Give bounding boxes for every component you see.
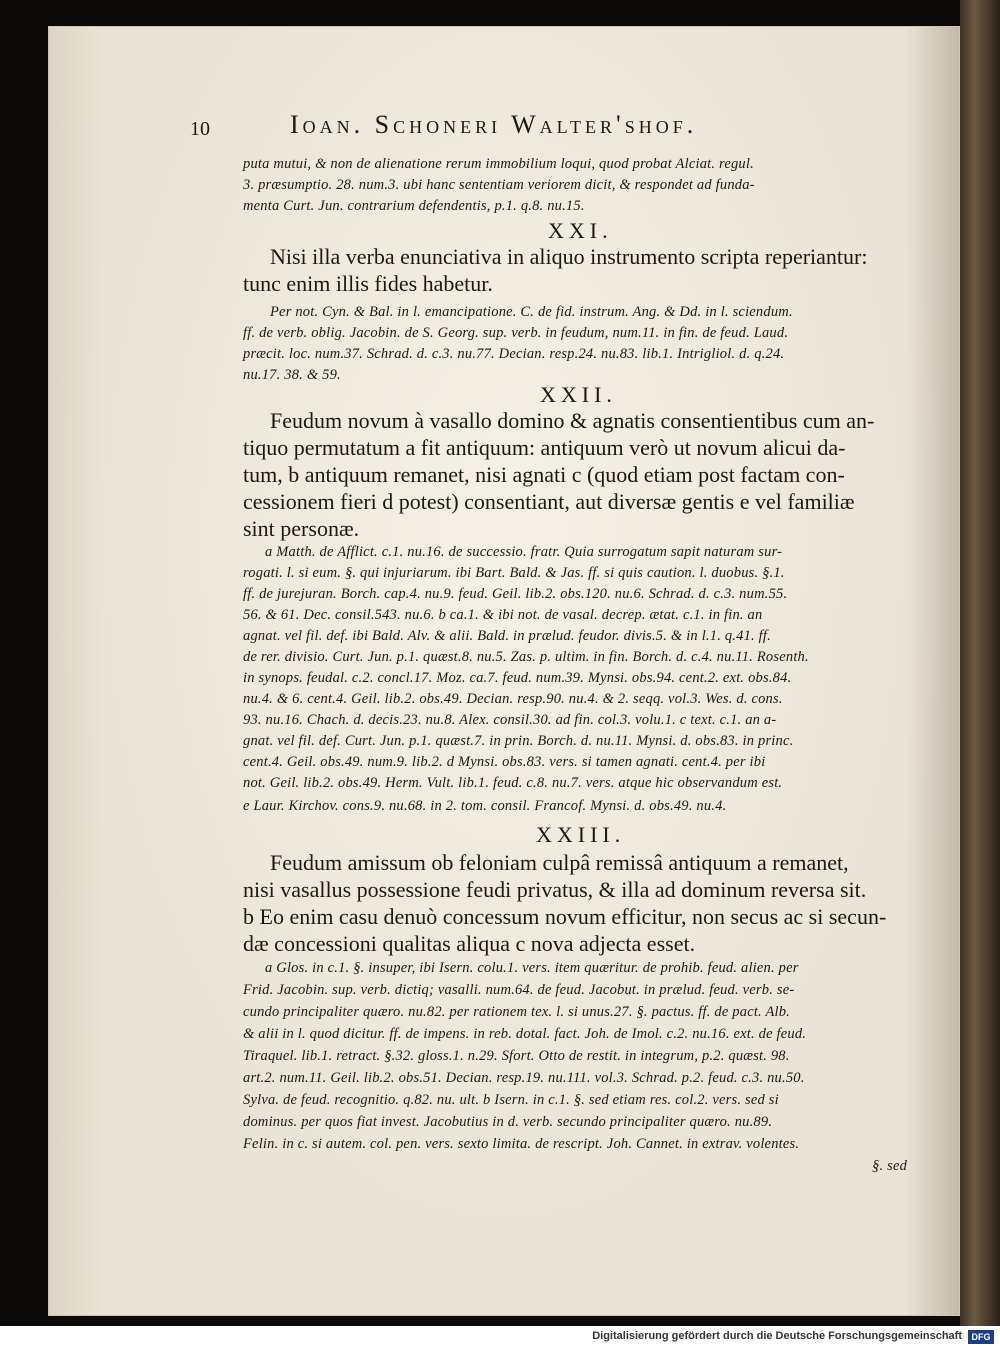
- section-xxii-note-line: not. Geil. lib.2. obs.49. Herm. Vult. lib.1. feud. c.8. nu.7. vers. atque hic observandum est.: [243, 775, 783, 791]
- intro-note-line: puta mutui, & non de alienatione rerum immobilium loqui, quod probat Alciat. regul.: [243, 156, 754, 172]
- funding-notice: Digitalisierung gefördert durch die Deutsche Forschungsgemeinschaft: [592, 1330, 962, 1342]
- catchword: §. sed: [872, 1158, 908, 1174]
- section-xxiii-note-line: Sylva. de feud. recognitio. q.82. nu. ult. b Isern. in c.1. §. sed etiam res. col.2. vers. sed si: [243, 1092, 779, 1108]
- section-xxii-note-line: de rer. divisio. Curt. Jun. p.1. quæst.8. nu.5. Zas. p. ultim. in fin. Borch. d. c.4. nu.11. Rosenth.: [243, 649, 809, 665]
- section-xxi-body-line: Nisi illa verba enunciativa in aliquo instrumento scripta reperiantur:: [270, 244, 868, 269]
- section-xxii-note-line: a Matth. de Afflict. c.1. nu.16. de successio. fratr. Quia surrogatum sapit naturam sur-: [265, 544, 783, 560]
- section-xxii-note-line: nu.4. & 6. cent.4. Geil. lib.2. obs.49. Decian. resp.90. nu.4. & 2. seqq. vol.3. Wes. d. cons.: [243, 691, 783, 707]
- section-xxiii-note-line: & alii in l. quod dicitur. ff. de impens. in reb. dotal. fact. Joh. de Imol. c.2. nu.16. ext. de feud.: [243, 1026, 807, 1042]
- section-xxiii-note-line: Felin. in c. si autem. col. pen. vers. sexto limita. de rescript. Joh. Cannet. in extrav. volentes.: [243, 1136, 800, 1152]
- section-xxiii-note-line: cundo principaliter quæro. nu.82. per rationem tex. l. si unus.27. §. pactus. ff. de pact. Alb.: [243, 1004, 791, 1020]
- section-title-xxii: XXII.: [540, 382, 617, 407]
- section-xxi-note-line: Per not. Cyn. & Bal. in l. emancipatione. C. de fid. instrum. Ang. & Dd. in l. sciendum.: [270, 304, 793, 320]
- book-spine: [960, 0, 1000, 1326]
- section-xxiii-note-line: Tiraquel. lib.1. retract. §.32. gloss.1. n.29. Sfort. Otto de restit. in integrum, p.2. quæst. 98.: [243, 1048, 790, 1064]
- section-xxi-body-line: tunc enim illis fides habetur.: [243, 271, 493, 296]
- section-xxii-note-line: in synops. feudal. c.2. concl.17. Moz. ca.7. feud. num.39. Mynsi. obs.94. cent.2. ext. obs.84.: [243, 670, 792, 686]
- section-xxiii-note-line: dominus. per quos fiat invest. Jacobutius in d. verb. secundo principaliter quæro. nu.89.: [243, 1114, 773, 1130]
- section-xxii-note-line: 56. & 61. Dec. consil.543. nu.6. b ca.1. & ibi not. de vasal. decrep. ætat. c.1. in fin. an: [243, 607, 763, 623]
- section-xxii-note-line: ff. de jurejuran. Borch. cap.4. nu.9. feud. Geil. lib.2. obs.120. nu.6. Schrad. d. c.3. num.55.: [243, 586, 788, 602]
- section-xxii-note-line: rogati. l. si eum. §. qui injuriarum. ibi Bart. Bald. & Jas. ff. si quis caution. l. duobus. §.1.: [243, 565, 785, 581]
- section-xxii-body-line: sint personæ.: [243, 516, 360, 541]
- section-xxii-note-line: e Laur. Kirchov. cons.9. nu.68. in 2. tom. consil. Francof. Mynsi. d. obs.49. nu.4.: [243, 798, 727, 814]
- section-xxiii-body-line: b Eo enim casu denuò concessum novum efficitur, non secus ac si secun-: [243, 904, 887, 929]
- section-xxi-note-line: ff. de verb. oblig. Jacobin. de S. Georg. sup. verb. in feudum, num.11. in fin. de feud. Laud.: [243, 325, 789, 341]
- section-xxiii-body-line: nisi vasallus possessione feudi privatus, & illa ad dominum reversa sit.: [243, 877, 867, 902]
- section-xxiii-note-line: art.2. num.11. Geil. lib.2. obs.51. Decian. resp.19. nu.111. vol.3. Schrad. p.2. feud. c.3. nu.50.: [243, 1070, 805, 1086]
- section-title-xxi: XXI.: [548, 218, 613, 243]
- section-xxiii-note-line: a Glos. in c.1. §. insuper, ibi Isern. colu.1. vers. item quæritur. de prohib. feud. alien. per: [265, 960, 799, 976]
- page-number: 10: [190, 118, 210, 140]
- section-xxii-body-line: Feudum novum à vasallo domino & agnatis consentientibus cum an-: [270, 408, 875, 433]
- section-xxii-note-line: 93. nu.16. Chach. d. decis.23. nu.8. Alex. consil.30. ad fin. col.3. volu.1. c text. c.1. an a-: [243, 712, 777, 728]
- section-xxii-note-line: agnat. vel fil. def. ibi Bald. Alv. & alii. Bald. in prælud. feudor. divis.5. & in l.1. q.41. ff.: [243, 628, 771, 644]
- footer-bar: [0, 1326, 1000, 1349]
- section-xxii-note-line: gnat. vel fil. def. Curt. Jun. p.1. quæst.7. in prin. Borch. d. nu.11. Mynsi. d. obs.83. in princ.: [243, 733, 794, 749]
- section-xxiii-body-line: dæ concessioni qualitas aliqua c nova adjecta esset.: [243, 931, 696, 956]
- section-xxii-body-line: cessionem fieri d potest) consentiant, aut diversæ gentis e vel familiæ: [243, 489, 855, 514]
- section-xxii-body-line: tum, b antiquum remanet, nisi agnati c (quod etiam post factam con-: [243, 462, 845, 487]
- section-title-xxiii: XXIII.: [536, 822, 626, 847]
- section-xxiii-note-line: Frid. Jacobin. sup. verb. dictiq; vasalli. num.64. de feud. Jacobut. in prælud. feud. verb. se-: [243, 982, 795, 998]
- section-xxii-note-line: cent.4. Geil. obs.49. num.9. lib.2. d Mynsi. obs.83. vers. si tamen agnati. cent.4. per ibi: [243, 754, 766, 770]
- section-xxii-body-line: tiquo permutatum a fit antiquum: antiquum verò ut novum alicui da-: [243, 435, 846, 460]
- section-xxi-note-line: præcit. loc. num.37. Schrad. d. c.3. nu.77. Decian. resp.24. nu.83. lib.1. Intrigliol. d. q.24.: [243, 346, 785, 362]
- intro-note-line: 3. præsumptio. 28. num.3. ubi hanc sententiam veriorem dicit, & respondet ad funda-: [243, 177, 755, 193]
- running-title: Ioan. Schoneri Walter'shof.: [290, 110, 698, 139]
- section-xxi-note-line: nu.17. 38. & 59.: [243, 367, 341, 383]
- intro-note-line: menta Curt. Jun. contrarium defendentis, p.1. q.8. nu.15.: [243, 198, 585, 214]
- dfg-logo-icon: DFG: [968, 1330, 994, 1344]
- section-xxiii-body-line: Feudum amissum ob feloniam culpâ remissâ antiquum a remanet,: [270, 850, 849, 875]
